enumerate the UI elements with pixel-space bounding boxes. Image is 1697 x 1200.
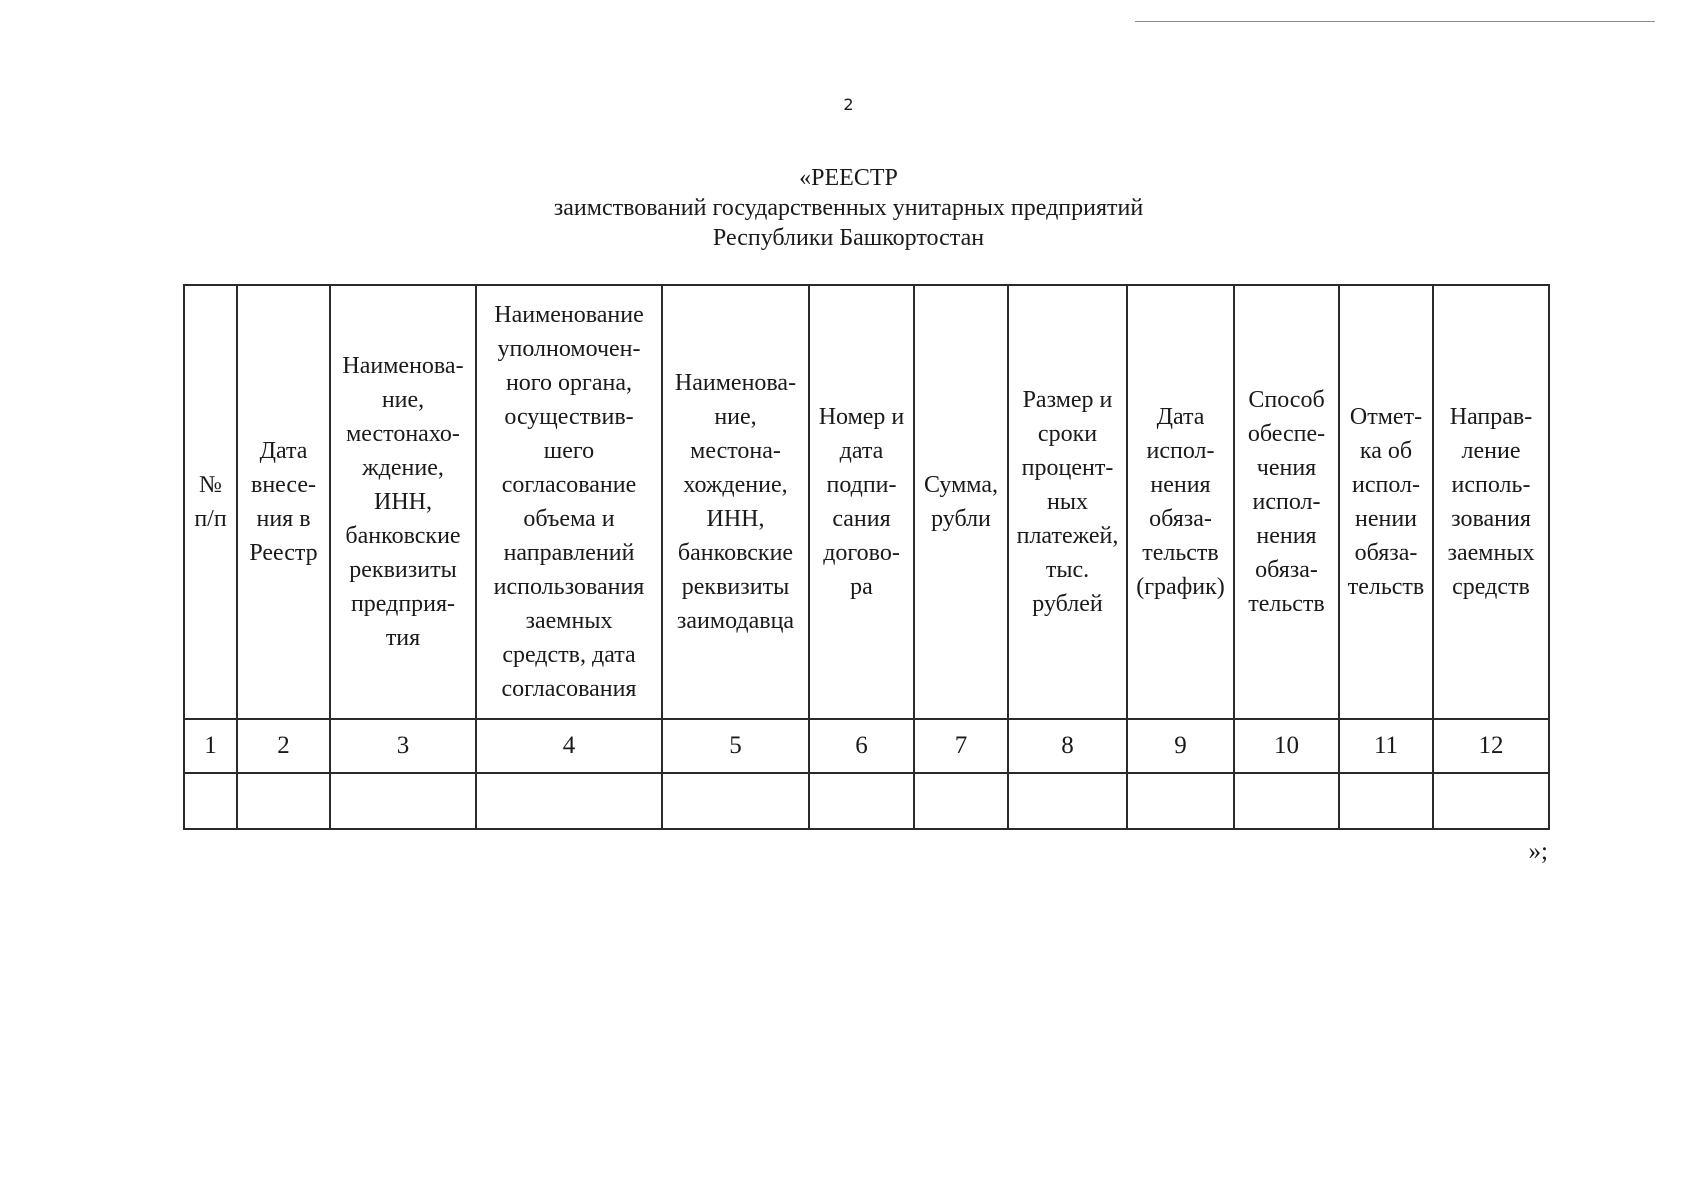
column-number-cell: 4 — [476, 719, 662, 773]
header-cell-12 — [1433, 285, 1549, 719]
empty-cell — [184, 773, 237, 829]
empty-cell — [1127, 773, 1234, 829]
column-number-cell: 1 — [184, 719, 237, 773]
header-line: ных — [1047, 489, 1088, 515]
column-number-cell: 10 — [1234, 719, 1339, 773]
header-line: процент- — [1021, 455, 1114, 481]
header-line: местона- — [690, 438, 781, 464]
empty-cell — [1008, 773, 1127, 829]
header-line: догово- — [823, 540, 900, 566]
header-line: ление — [1461, 438, 1521, 464]
header-line: чения — [1256, 455, 1317, 481]
header-line: подпи- — [826, 472, 897, 498]
header-line: Дата — [1156, 404, 1205, 430]
header-cell-1 — [184, 285, 237, 719]
header-line: банковские — [677, 540, 794, 566]
header-line: средств, дата — [502, 642, 636, 668]
header-line: шего — [543, 438, 595, 464]
header-line: местонахо- — [346, 421, 460, 447]
header-line: Номер и — [818, 404, 905, 430]
header-line: ного органа, — [505, 370, 633, 396]
header-text — [917, 468, 1005, 536]
header-line: Размер и — [1022, 387, 1113, 413]
empty-cell — [914, 773, 1008, 829]
empty-cell — [330, 773, 476, 829]
registry-table — [183, 284, 1550, 830]
empty-data-row — [184, 773, 1549, 829]
header-line: обяза- — [1255, 557, 1318, 583]
header-line: ИНН, — [374, 489, 432, 515]
header-cell-11 — [1339, 285, 1433, 719]
header-line: платежей, — [1016, 523, 1119, 549]
header-line: реквизиты — [681, 574, 790, 600]
header-text — [240, 434, 327, 570]
header-line: дата — [839, 438, 884, 464]
header-text — [187, 468, 234, 536]
header-line: обяза- — [1354, 540, 1418, 566]
header-line: предприя- — [350, 591, 456, 617]
header-cell-3 — [330, 285, 476, 719]
header-cell-6 — [809, 285, 914, 719]
header-line: рубли — [931, 506, 991, 532]
header-line: банковские — [345, 523, 461, 549]
empty-cell — [809, 773, 914, 829]
header-line: объема и — [523, 506, 615, 532]
header-line: уполномочен- — [497, 336, 641, 362]
header-cell-2 — [237, 285, 330, 719]
column-number-cell: 5 — [662, 719, 809, 773]
header-cell-5 — [662, 285, 809, 719]
header-text — [1130, 400, 1231, 604]
header-line: заемных — [525, 608, 613, 634]
empty-cell — [1339, 773, 1433, 829]
header-line: Направ- — [1449, 404, 1533, 430]
header-line: тельств — [1248, 591, 1325, 617]
header-row — [184, 285, 1549, 719]
column-number-cell: 9 — [1127, 719, 1234, 773]
column-number-cell: 6 — [809, 719, 914, 773]
header-line: Сумма, — [924, 472, 998, 498]
document-title — [0, 163, 1697, 253]
header-line: тия — [385, 625, 421, 651]
page-number: 2 — [843, 95, 854, 114]
column-number-row — [184, 719, 1549, 773]
header-text — [479, 298, 659, 706]
header-cell-9 — [1127, 285, 1234, 719]
header-line: испол- — [1252, 489, 1321, 515]
column-number-cell: 2 — [237, 719, 330, 773]
header-line: ка об — [1359, 438, 1413, 464]
header-line: № — [199, 472, 222, 498]
header-line: п/п — [194, 506, 227, 532]
header-line: обеспе- — [1247, 421, 1326, 447]
header-cell-8 — [1008, 285, 1127, 719]
header-line: Наименование — [494, 302, 644, 328]
header-line: средств — [1452, 574, 1530, 600]
top-edge-rule — [1135, 21, 1655, 22]
header-line: исполь- — [1451, 472, 1531, 498]
header-line: ждение, — [362, 455, 444, 481]
empty-cell — [662, 773, 809, 829]
header-line: нения — [1256, 523, 1317, 549]
empty-cell — [476, 773, 662, 829]
header-cell-7 — [914, 285, 1008, 719]
header-line: рублей — [1032, 591, 1103, 617]
header-line: осуществив- — [504, 404, 634, 430]
header-cell-10 — [1234, 285, 1339, 719]
header-line: Наименова- — [342, 353, 464, 379]
header-line: направлений — [503, 540, 635, 566]
header-line: зования — [1451, 506, 1531, 532]
header-text — [1011, 383, 1124, 621]
header-line: Реестр — [249, 540, 318, 566]
header-text — [1342, 400, 1430, 604]
header-line: согласование — [501, 472, 637, 498]
header-line: заемных — [1447, 540, 1535, 566]
column-number-cell: 12 — [1433, 719, 1549, 773]
header-line: тельств — [1142, 540, 1219, 566]
header-line: использования — [493, 574, 645, 600]
header-line: ИНН, — [706, 506, 765, 532]
header-line: (график) — [1136, 574, 1225, 600]
header-line: реквизиты — [349, 557, 457, 583]
column-number-cell: 7 — [914, 719, 1008, 773]
header-line: тыс. — [1045, 557, 1090, 583]
header-line: ние, — [381, 387, 425, 413]
header-line: Способ — [1248, 387, 1325, 413]
header-line: тельств — [1347, 574, 1425, 600]
header-line: хождение, — [683, 472, 788, 498]
header-line: Наименова- — [674, 370, 797, 396]
header-text — [812, 400, 911, 604]
header-line: сания — [832, 506, 891, 532]
header-line: согласования — [501, 676, 637, 702]
closing-quote-mark: »; — [1528, 838, 1548, 865]
header-text — [1436, 400, 1546, 604]
header-line: ние, — [714, 404, 757, 430]
header-cell-4 — [476, 285, 662, 719]
header-line: ра — [850, 574, 873, 600]
title-line-1: «РЕЕСТР — [799, 165, 898, 191]
header-line: испол- — [1146, 438, 1215, 464]
header-line: нения — [1150, 472, 1211, 498]
header-line: обяза- — [1149, 506, 1212, 532]
header-line: испол- — [1352, 472, 1420, 498]
header-line: сроки — [1037, 421, 1098, 447]
empty-cell — [1234, 773, 1339, 829]
header-line: внесе- — [250, 472, 316, 498]
empty-cell — [237, 773, 330, 829]
empty-cell — [1433, 773, 1549, 829]
title-line-2: заимствований государственных унитарных предприятий — [553, 195, 1144, 221]
header-line: Дата — [259, 438, 308, 464]
header-line: ния в — [256, 506, 311, 532]
header-text — [1237, 383, 1336, 621]
header-line: заимодавца — [676, 608, 795, 634]
header-line: нении — [1354, 506, 1418, 532]
header-line: Отмет- — [1349, 404, 1423, 430]
title-line-3: Республики Башкортостан — [712, 225, 985, 251]
header-text — [665, 366, 806, 638]
header-text — [333, 349, 473, 655]
column-number-cell: 3 — [330, 719, 476, 773]
column-number-cell: 11 — [1339, 719, 1433, 773]
column-number-cell: 8 — [1008, 719, 1127, 773]
